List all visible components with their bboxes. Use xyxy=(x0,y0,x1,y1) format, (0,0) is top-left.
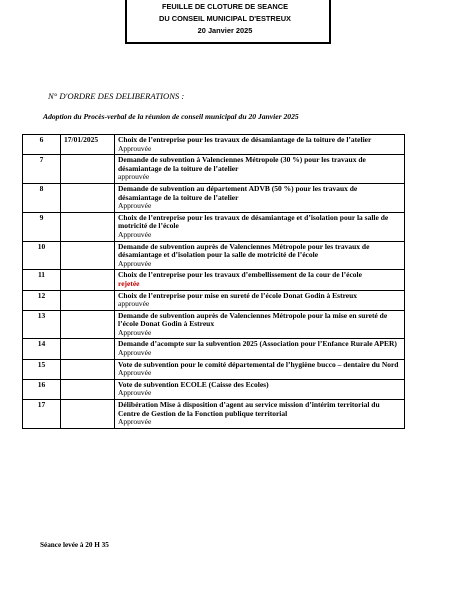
row-description xyxy=(115,241,405,270)
status-label: Approuvée xyxy=(118,201,152,211)
adoption-text: Adoption du Procès-verbal de la réunion de conseil municipal du 20 Janvier 2025 xyxy=(43,112,299,121)
row-number: 10 xyxy=(23,241,61,270)
table-row xyxy=(23,155,405,184)
deliberation-text: Vote de subvention ECOLE (Caisse des Ecoles) xyxy=(118,379,269,389)
status-label: Approuvée xyxy=(118,229,152,239)
row-number: 11 xyxy=(23,270,61,290)
row-description xyxy=(115,339,405,359)
row-number: 7 xyxy=(23,155,61,184)
status-label: Approuvée xyxy=(118,368,152,378)
row-number: 16 xyxy=(23,379,61,399)
order-title: N° D'ORDRE DES DELIBERATIONS : xyxy=(48,91,185,101)
row-description xyxy=(115,135,405,155)
table-row xyxy=(23,183,405,212)
row-date xyxy=(61,155,115,184)
status-label: Approuvée xyxy=(118,348,152,358)
deliberation-text: Demande de subvention auprès de Valenciennes Métropole pour la mise en sureté de l’école Donat Godin à Estreux xyxy=(118,310,388,329)
row-description xyxy=(115,212,405,241)
row-number: 8 xyxy=(23,183,61,212)
status-label: approuvée xyxy=(118,172,150,182)
status-label: Approuvée xyxy=(118,143,152,153)
deliberation-text: Vote de subvention pour le comité départemental de l’hygiène bucco – dentaire du Nord xyxy=(118,359,399,369)
deliberation-text: Choix de l’entreprise pour mise en sureté de l’école Donat Godin à Estreux xyxy=(118,290,358,300)
deliberation-text: Délibération Mise à disposition d’agent au service mission d’intérim territorial du Centre de Gestion de la Fonction publique territorial xyxy=(118,400,380,418)
deliberation-text: Demande de subvention auprès de Valenciennes Métropole pour les travaux de désamiantage et d’isolation pour la salle de motricité de l’école xyxy=(118,241,370,260)
table-row xyxy=(23,241,405,270)
status-label: Approuvée xyxy=(118,417,152,427)
row-date xyxy=(61,290,115,310)
header-title: FEUILLE DE CLOTURE DE SEANCE xyxy=(161,2,289,11)
row-date xyxy=(61,359,115,379)
row-description xyxy=(115,183,405,212)
header-date: 20 Janvier 2025 xyxy=(197,26,253,35)
row-number: 13 xyxy=(23,310,61,339)
deliberation-text: Demande de subvention à Valenciennes Métropole (30 %) pour les travaux de désamiantage de la toiture de l’atelier xyxy=(118,155,366,173)
row-number: 14 xyxy=(23,339,61,359)
table-row xyxy=(23,359,405,379)
row-date xyxy=(61,183,115,212)
deliberation-text: Choix de l’entreprise pour les travaux d’embellissement de la cour de l’école xyxy=(118,270,362,280)
table-row xyxy=(23,400,405,429)
row-number: 6 xyxy=(23,135,61,155)
table-row xyxy=(23,135,405,155)
status-label: Approuvée xyxy=(118,327,152,337)
row-description xyxy=(115,310,405,339)
deliberation-text: Choix de l’entreprise pour les travaux de désamiantage de la toiture de l’atelier xyxy=(118,135,372,144)
deliberation-text: Demande de subvention au département ADVB (50 %) pour les travaux de désamiantage de la toiture de l’atelier xyxy=(118,183,358,202)
row-date: 17/01/2025 xyxy=(61,135,115,155)
row-description xyxy=(115,379,405,399)
row-description xyxy=(115,400,405,429)
row-description xyxy=(115,290,405,310)
deliberations-table xyxy=(22,134,405,429)
row-date xyxy=(61,310,115,339)
closing-text: Séance levée à 20 H 35 xyxy=(40,541,109,549)
row-number: 9 xyxy=(23,212,61,241)
row-date xyxy=(61,379,115,399)
row-date xyxy=(61,212,115,241)
row-date xyxy=(61,241,115,270)
row-number: 17 xyxy=(23,400,61,429)
row-description xyxy=(115,155,405,184)
table-row xyxy=(23,212,405,241)
status-label: Approuvée xyxy=(118,258,152,268)
row-description xyxy=(115,359,405,379)
deliberation-text: Choix de l’entreprise pour les travaux de désamiantage et d’isolation pour la salle de motricité de l’école xyxy=(118,212,389,231)
table-row xyxy=(23,339,405,359)
table-row xyxy=(23,379,405,399)
row-number: 12 xyxy=(23,290,61,310)
header-council: DU CONSEIL MUNICIPAL D'ESTREUX xyxy=(159,14,291,23)
deliberation-text: Demande d’acompte sur la subvention 2025 (Association pour l’Enfance Rurale APER) xyxy=(118,339,397,349)
row-date xyxy=(61,270,115,290)
table-row xyxy=(23,310,405,339)
table-row xyxy=(23,290,405,310)
status-label: approuvée xyxy=(118,299,150,309)
status-label: Approuvée xyxy=(118,388,152,398)
row-number: 15 xyxy=(23,359,61,379)
status-label: rejetée xyxy=(118,278,140,288)
deliberations-body xyxy=(23,135,405,429)
table-row xyxy=(23,270,405,290)
row-date xyxy=(61,339,115,359)
row-date xyxy=(61,400,115,429)
row-description xyxy=(115,270,405,290)
